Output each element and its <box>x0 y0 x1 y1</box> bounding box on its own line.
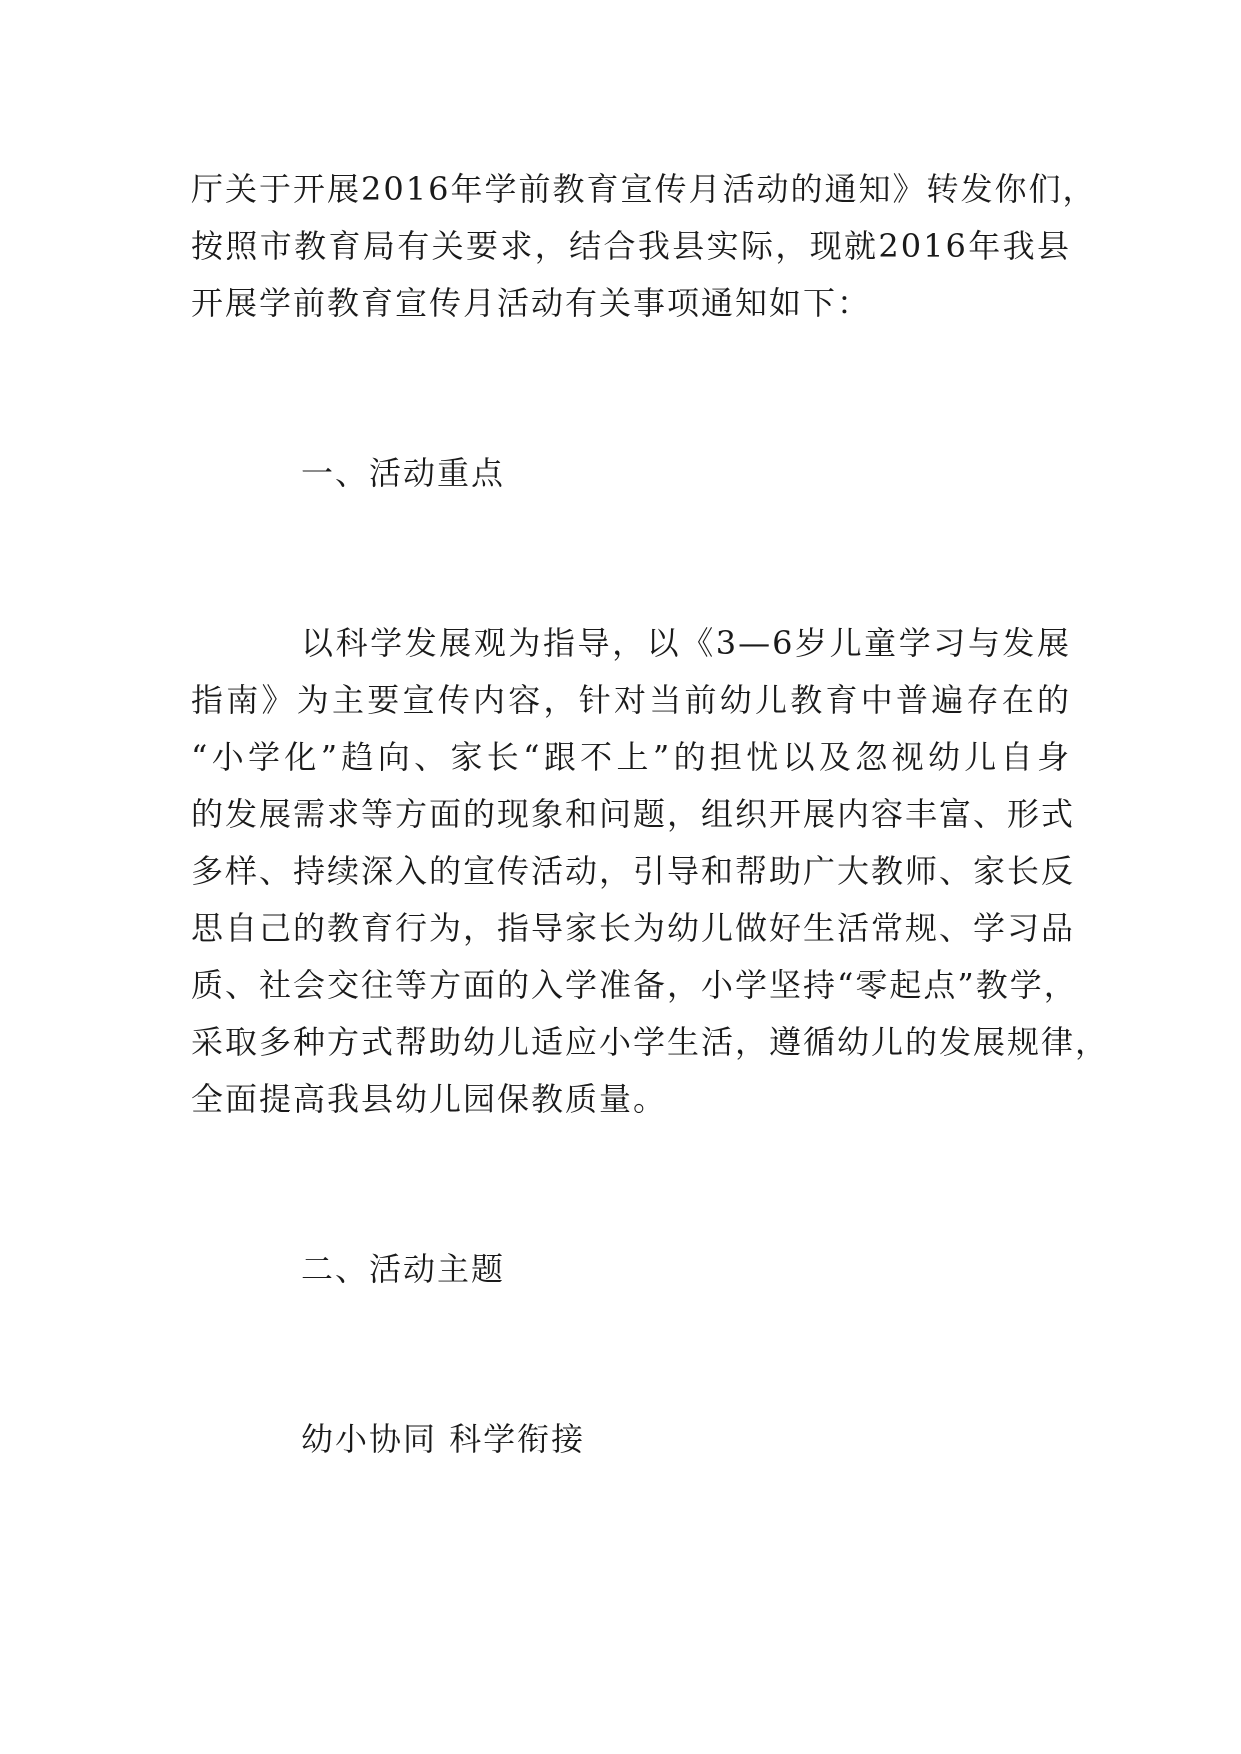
section1-line-8: 采取多种方式帮助幼儿适应小学生活，遵循幼儿的发展规律， <box>191 1023 1110 1061</box>
intro-line-1: 厅关于开展2016年学前教育宣传月活动的通知》转发你们， <box>191 170 1097 208</box>
section1-heading: 一、活动重点 <box>301 454 506 492</box>
section2-theme: 幼小协同 科学衔接 <box>301 1420 586 1458</box>
section1-line-1: 以科学发展观为指导，以《3—6岁儿童学习与发展 <box>301 624 1071 662</box>
section1-line-4: 的发展需求等方面的现象和问题，组织开展内容丰富、形式 <box>191 795 1076 833</box>
section1-line-2: 指南》为主要宣传内容，针对当前幼儿教育中普遍存在的 <box>191 681 1071 719</box>
section1-line-9: 全面提高我县幼儿园保教质量。 <box>191 1080 668 1118</box>
intro-line-3: 开展学前教育宣传月活动有关事项通知如下： <box>191 284 872 322</box>
intro-line-2: 按照市教育局有关要求，结合我县实际，现就2016年我县 <box>191 227 1071 265</box>
section2-heading: 二、活动主题 <box>301 1250 506 1288</box>
section1-line-5: 多样、持续深入的宣传活动，引导和帮助广大教师、家长反 <box>191 852 1076 890</box>
section1-line-6: 思自己的教育行为，指导家长为幼儿做好生活常规、学习品 <box>191 909 1076 947</box>
section1-line-7: 质、社会交往等方面的入学准备，小学坚持“零起点”教学， <box>191 966 1078 1004</box>
section1-line-3: “小学化”趋向、家长“跟不上”的担忧以及忽视幼儿自身 <box>191 738 1071 776</box>
